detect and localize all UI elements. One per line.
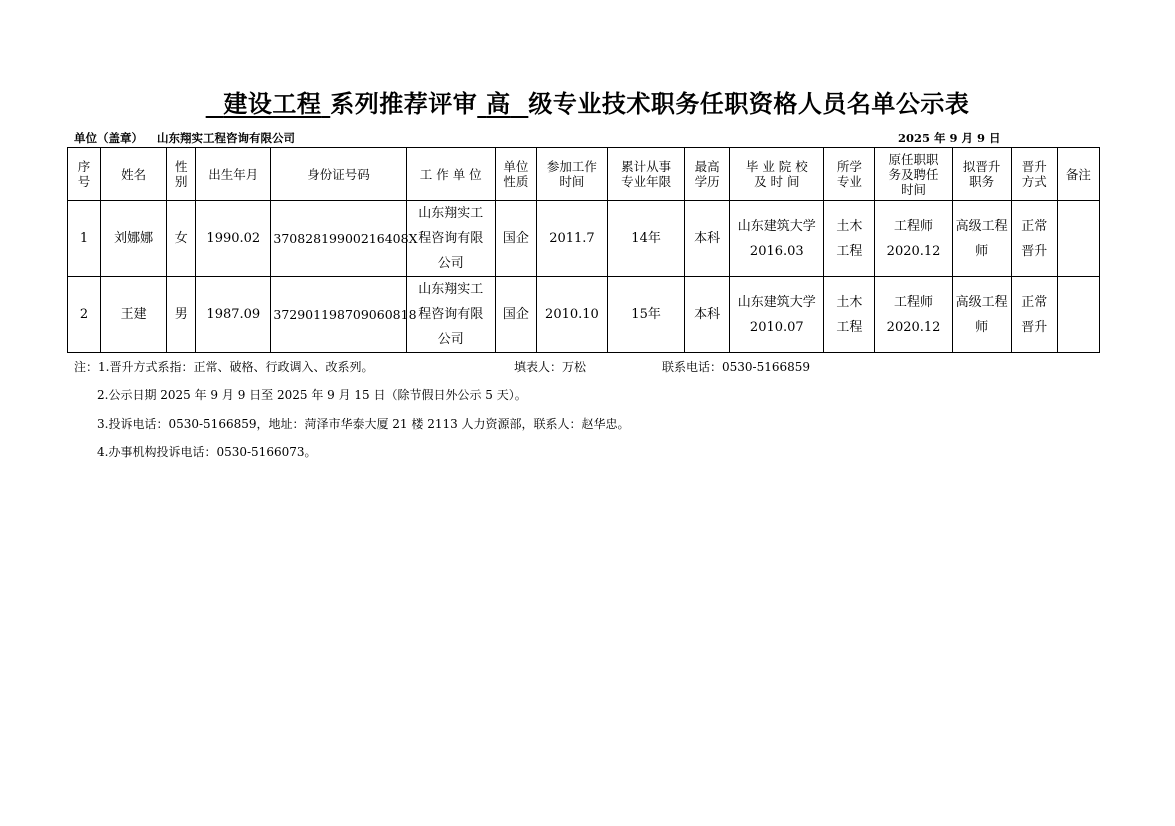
title-text-2: 级专业技术职务任职资格人员名单公示表 <box>528 90 970 118</box>
header-employer: 工 作 单 位 <box>406 148 495 201</box>
contact-phone: 联系电话：0530-5166859 <box>662 360 811 374</box>
cell-target-title: 高级工程师 <box>952 201 1011 277</box>
note-agency-phone: 4.办事机构投诉电话：0530-5166073。 <box>97 445 317 459</box>
cell-remarks <box>1057 201 1099 277</box>
cell-name: 刘娜娜 <box>101 201 167 277</box>
header-remarks: 备注 <box>1057 148 1099 201</box>
cell-employer: 山东翔实工程咨询有限公司 <box>406 277 495 353</box>
cell-work-start: 2010.10 <box>536 277 607 353</box>
roster-table <box>67 147 1100 353</box>
cell-target-title: 高级工程师 <box>952 277 1011 353</box>
unit-label: 单位（盖章） <box>74 131 143 145</box>
header-work-start: 参加工作时间 <box>536 148 607 201</box>
cell-birth: 1990.02 <box>196 201 271 277</box>
cell-major: 土木工程 <box>824 201 875 277</box>
cell-unit-type: 国企 <box>495 277 536 353</box>
cell-id-number: 372901198709060818 <box>271 277 406 353</box>
cell-index: 1 <box>68 201 101 277</box>
header-birth: 出生年月 <box>196 148 271 201</box>
cell-major: 土木工程 <box>824 277 875 353</box>
header-school: 毕 业 院 校 及 时 间 <box>730 148 824 201</box>
cell-years: 15年 <box>608 277 685 353</box>
unit-line <box>74 130 295 146</box>
header-years: 累计从事专业年限 <box>608 148 685 201</box>
cell-school: 山东建筑大学2016.03 <box>730 201 824 277</box>
header-major: 所学专业 <box>824 148 875 201</box>
cell-gender: 女 <box>167 201 196 277</box>
header-gender: 性别 <box>167 148 196 201</box>
publish-date: 2025 年 9 月 9 日 <box>898 131 1001 145</box>
table-row <box>68 201 1100 277</box>
cell-prior-title: 工程师2020.12 <box>875 201 952 277</box>
table-header-row <box>68 148 1100 201</box>
header-name: 姓名 <box>101 148 167 201</box>
note-complaint-contact: 3.投诉电话：0530-5166859，地址：菏泽市华泰大厦 21 楼 2113 人力资源部，联系人：赵华忠。 <box>97 417 630 431</box>
cell-years: 14年 <box>608 201 685 277</box>
header-id-number: 身份证号码 <box>271 148 406 201</box>
header-index: 序号 <box>68 148 101 201</box>
page-title <box>0 84 1175 119</box>
header-unit-type: 单位性质 <box>495 148 536 201</box>
cell-index: 2 <box>68 277 101 353</box>
cell-education: 本科 <box>685 277 730 353</box>
title-text-1: 系列推荐评审 <box>330 90 478 118</box>
cell-id-number: 37082819900216408X <box>271 201 406 277</box>
company-name: 山东翔实工程咨询有限公司 <box>157 131 295 145</box>
cell-birth: 1987.09 <box>196 277 271 353</box>
header-education: 最高学历 <box>685 148 730 201</box>
cell-employer: 山东翔实工程咨询有限公司 <box>406 201 495 277</box>
cell-promotion-type: 正常晋升 <box>1011 201 1057 277</box>
cell-unit-type: 国企 <box>495 201 536 277</box>
header-promotion-type: 晋升方式 <box>1011 148 1057 201</box>
cell-promotion-type: 正常晋升 <box>1011 277 1057 353</box>
cell-education: 本科 <box>685 201 730 277</box>
cell-work-start: 2011.7 <box>536 201 607 277</box>
cell-remarks <box>1057 277 1099 353</box>
cell-gender: 男 <box>167 277 196 353</box>
filler-name: 填表人：万松 <box>514 360 587 374</box>
title-level-field: 高 <box>486 90 511 118</box>
table-row <box>68 277 1100 353</box>
cell-name: 王建 <box>101 277 167 353</box>
header-prior-title: 原任职职务及聘任时间 <box>875 148 952 201</box>
header-target-title: 拟晋升职务 <box>952 148 1011 201</box>
note-promotion-types: 注：1.晋升方式系指：正常、破格、行政调入、改系列。 <box>74 360 374 374</box>
note-publicity-period: 2.公示日期 2025 年 9 月 9 日至 2025 年 9 月 15 日（除节假日外公示 5 天）。 <box>97 388 527 402</box>
title-series-field: 建设工程 <box>223 90 322 118</box>
cell-school: 山东建筑大学2010.07 <box>730 277 824 353</box>
cell-prior-title: 工程师2020.12 <box>875 277 952 353</box>
